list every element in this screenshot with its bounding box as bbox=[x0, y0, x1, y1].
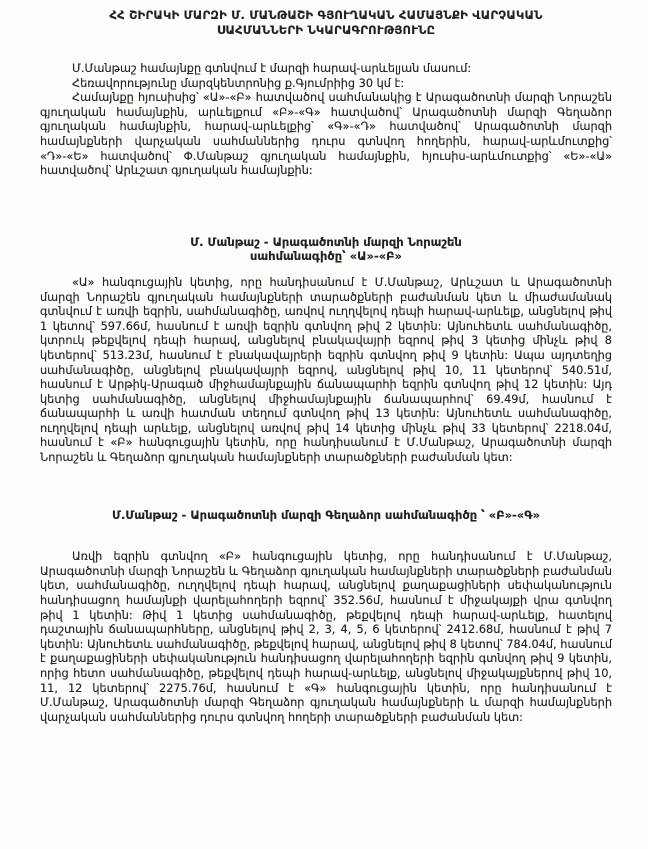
intro-location-paragraph: Մ.Մանթաշ համայնքը գտնվում է մարզի հարավ-արևելյան մասում: bbox=[72, 62, 472, 75]
intro-borders-paragraph: Համայնքը հյուսիսից՝ «Ա»-«Բ» հատվածով սահմանակից է Արագածոտնի մարզի Նորաշեն գյուղական համայնքին, արևելքում «Բ»-«Գ» հատվածով՝ Արագածոտնի մարզի Գեղաձոր գյուղական համայնքին, հարավ-արևելքից՝ «Գ»-«Դ» հատվածով՝ Արագածոտնի մարզի համայնքների վարչական սահմաններից դուրս գտնվող հողերին, հարավ-արևմուտքից՝ «Դ»-«Ե» հատվածով՝ Փ.Մանթաշ գյուղական համայնքին, հյուսիս-արևմուտքից՝ «Ե»-«Ա» հատվածով՝ Արևշատ գյուղական համայնքին: bbox=[40, 91, 612, 178]
document-title-line1: ՀՀ ՇԻՐԱԿԻ ՄԱՐԶԻ Մ. ՄԱՆԹԱՇԻ ԳՅՈՒՂԱԿԱՆ ՀԱՄԱՅՆՔԻ ՎԱՐՉԱԿԱՆ bbox=[109, 8, 543, 22]
intro-distance-paragraph: Հեռավորությունը մարզկենտրոնից ք.Գյումրիից 30 կմ է: bbox=[72, 76, 405, 90]
section-norashen-heading-line1: Մ. Մանթաշ - Արագածոտնի մարզի Նորաշեն bbox=[190, 234, 462, 249]
section-geghadzor-boundary bbox=[40, 508, 612, 726]
document-title-line2: ՍԱՀՄԱՆՆԵՐԻ ՆԿԱՐԱԳՐՈՒԹՅՈՒՆԸ bbox=[216, 23, 436, 37]
section-geghadzor-body: Առվի եզրին գտնվող «Բ» հանգուցային կետից, որը հանդիսանում է Մ.Մանթաշ, Արագածոտնի մարզի Նորաշեն և Գեղաձոր գյուղական համայնքների տարածքների բաժանման կետ, սահմանագիծը, ուղղվելով դեպի հարավ, անցնելով քաղաքացիների սեփականություն հանդիսացող համայնքի վարելահողերի եզրով՝ 352.56մ, հասնում է միջակայքի վրա գտնվող թիվ 1 կետին: Թիվ 1 կետից սահմանագիծը, թեքվելով դեպի հարավ-արևելք, հատելով դաշտային ճանապարհները, անցնելով թիվ 2, 3, 4, 5, 6 կետերով՝ 2412.68մ, հասնում է թիվ 7 կետին: Այնուհետև սահմանագիծը, թեքվելով հարավ, անցնելով թիվ 8 կետով՝ 784.04մ, հասնում է քաղաքացիների սեփականություն հանդիսացող վարելահողերի եզրին գտնվող թիվ 9 կետին, որից հետո սահմանագիծը, թեքվելով դեպի հարավ-արևելք, անցնելով միջակայքներով թիվ 10, 11, 12 կետերով՝ 2275.76մ, հասնում է «Գ» հանգուցային կետին, որը հանդիսանում է Մ.Մանթաշ, Արագածոտնի մարզի Գեղաձոր գյուղական համայնքների և մարզի համայնքների վարչական սահմաններից դուրս գտնվող հողերի տարածքների բաժանման կետ: bbox=[40, 550, 612, 724]
section-norashen-boundary bbox=[40, 235, 612, 466]
section-geghadzor-heading bbox=[40, 508, 612, 523]
document-title bbox=[40, 8, 612, 38]
section-norashen-body: «Ա» հանգուցային կետից, որը հանդիսանում է Մ.Մանթաշ, Արևշատ և Արագածոտնի մարզի Նորաշեն գյուղական համայնքների տարածքների բաժանման կետ և միաժամանակ գտնվում է առվի եզրին, սահմանագիծը, առվով ուղղվելով դեպի հարավ-արևելք, անցնելով թիվ 1 կետով՝ 597.66մ, հասնում է առվի եզրին գտնվող թիվ 2 կետին: Այնուհետև սահմանագիծը, կտրուկ թեքվելով դեպի հարավ, անցնելով բնակավայրի եզրով թիվ 3 կետից մինչև թիվ 8 կետերով՝ 513.23մ, հասնում է բնակավայրերի եզրին գտնվող թիվ 9 կետին: Ապա այդտեղից սահմանագիծը, անցնելով բնակավայրի եզրով, անցնելով թիվ 10, 11 կետերով՝ 540.51մ, հասնում է Արթիկ-Արագած միջհամայնքային ճանապարհի եզրին գտնվող թիվ 12 կետին: Այդ կետից սահմանագիծը, անցնելով միջհամայնքային ճանապարհով՝ 69.49մ, հասնում է ճանապարհի և առվի հատման տեղում գտնվող թիվ 13 կետին: Այնուհետև սահմանագիծը, ուղղվելով դեպի արևելք, անցնելով առվով թիվ 14 կետից մինչև թիվ 33 կետերով՝ 2218.04մ, հասնում է «Բ» հանգուցային կետին, որը հանդիսանում է Մ.Մանթաշ, Արագածոտնի մարզի Նորաշեն և Գեղաձոր գյուղական համայնքների տարածքների բաժանման կետ: bbox=[40, 275, 612, 465]
section-norashen-heading-line2: սահմանագիծը՝ «Ա»-«Բ» bbox=[250, 249, 402, 264]
section-geghadzor-heading-line1: Մ.Մանթաշ - Արագածոտնի մարզի Գեղաձոր սահմանագիծը ՝ «Բ»-«Գ» bbox=[111, 507, 541, 522]
section-norashen-heading bbox=[40, 235, 612, 264]
intro-section bbox=[40, 62, 612, 179]
